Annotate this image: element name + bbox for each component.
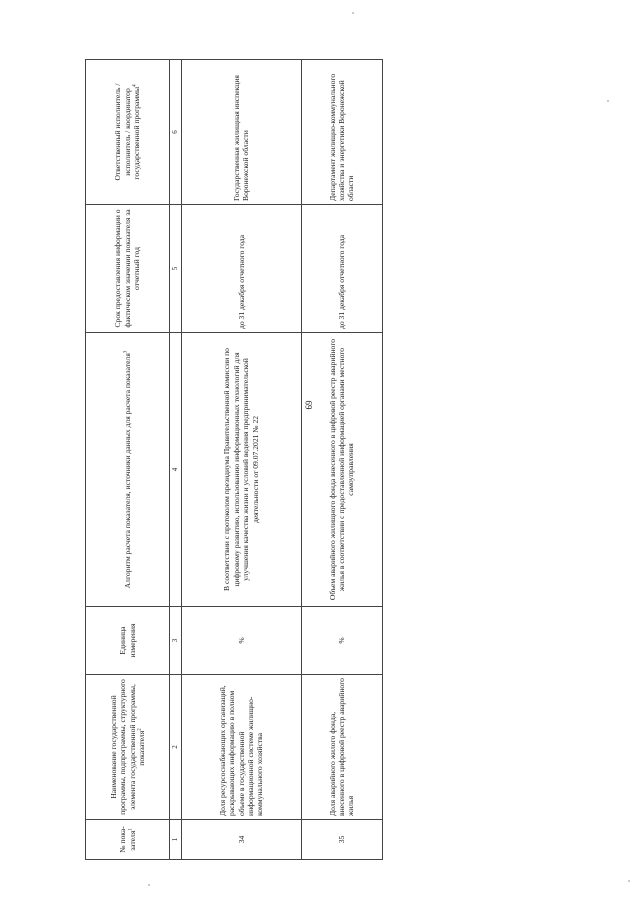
rotated-table-wrapper — [85, 60, 380, 860]
header-cell-num: № пока-зателя$^1$ — [86, 820, 170, 860]
algorithm: Объем аварийного жилищного фонда внесенного в цифровой реестр аварийного жилья в соответствии с предоставленной информацией органами местного самоуправления — [301, 333, 382, 607]
responsible: Государственная жилищная инспекция Воронежской области — [181, 60, 301, 205]
header-cell-responsible: Ответственный исполнитель / исполнитель / координатор государственной программы$^4$ — [86, 60, 170, 205]
header-row — [86, 60, 170, 860]
row-number: 34 — [181, 820, 301, 860]
column-number: 2 — [170, 675, 182, 820]
column-number: 3 — [170, 607, 182, 675]
scan-speck — [628, 880, 630, 882]
indicators-table — [85, 59, 383, 860]
header-cell-unit: Единица измерения — [86, 607, 170, 675]
column-number: 4 — [170, 333, 182, 607]
deadline: до 31 декабря отчетного года — [301, 205, 382, 333]
header-cell-name: Наименование государственной программы, подпрограммы, структурного элемента государственной программы, показателя$^2$ — [86, 675, 170, 820]
column-number-row — [170, 60, 182, 860]
algorithm: В соответствии с протоколом президиума Правительственной комиссии по цифровому развитию, использованию информационных технологий для улучшения качества жизни и условий ведения предпринимательской деятельности от 09.07.2021 № 22 — [181, 333, 301, 607]
column-number: 5 — [170, 205, 182, 333]
unit: % — [301, 607, 382, 675]
column-number: 1 — [170, 820, 182, 860]
indicator-name: Доля аварийного жилого фонда, внесенного в цифровой реестр аварийного жилья — [301, 675, 382, 820]
header-cell-algorithm: Алгоритм расчета показателя, источники данных для расчета показателя$^3$ — [86, 333, 170, 607]
unit: % — [181, 607, 301, 675]
table-row — [301, 60, 382, 860]
deadline: до 31 декабря отчетного года — [181, 205, 301, 333]
scan-speck — [352, 12, 354, 14]
page-number: 69 — [304, 400, 314, 410]
column-number: 6 — [170, 60, 182, 205]
row-number: 35 — [301, 820, 382, 860]
header-cell-deadline: Срок предоставления информации о фактическом значении показателя за отчетный год — [86, 205, 170, 333]
scan-speck — [148, 884, 150, 886]
indicator-name: Доля ресурсоснабжающих организаций, раскрывающих информацию в полном объеме в государственной информационной системе жилищно-коммунального хозяйства — [181, 675, 301, 820]
scan-speck — [607, 100, 609, 102]
table-row — [181, 60, 301, 860]
responsible: Департамент жилищно-коммунального хозяйства и энергетики Воронежской области — [301, 60, 382, 205]
